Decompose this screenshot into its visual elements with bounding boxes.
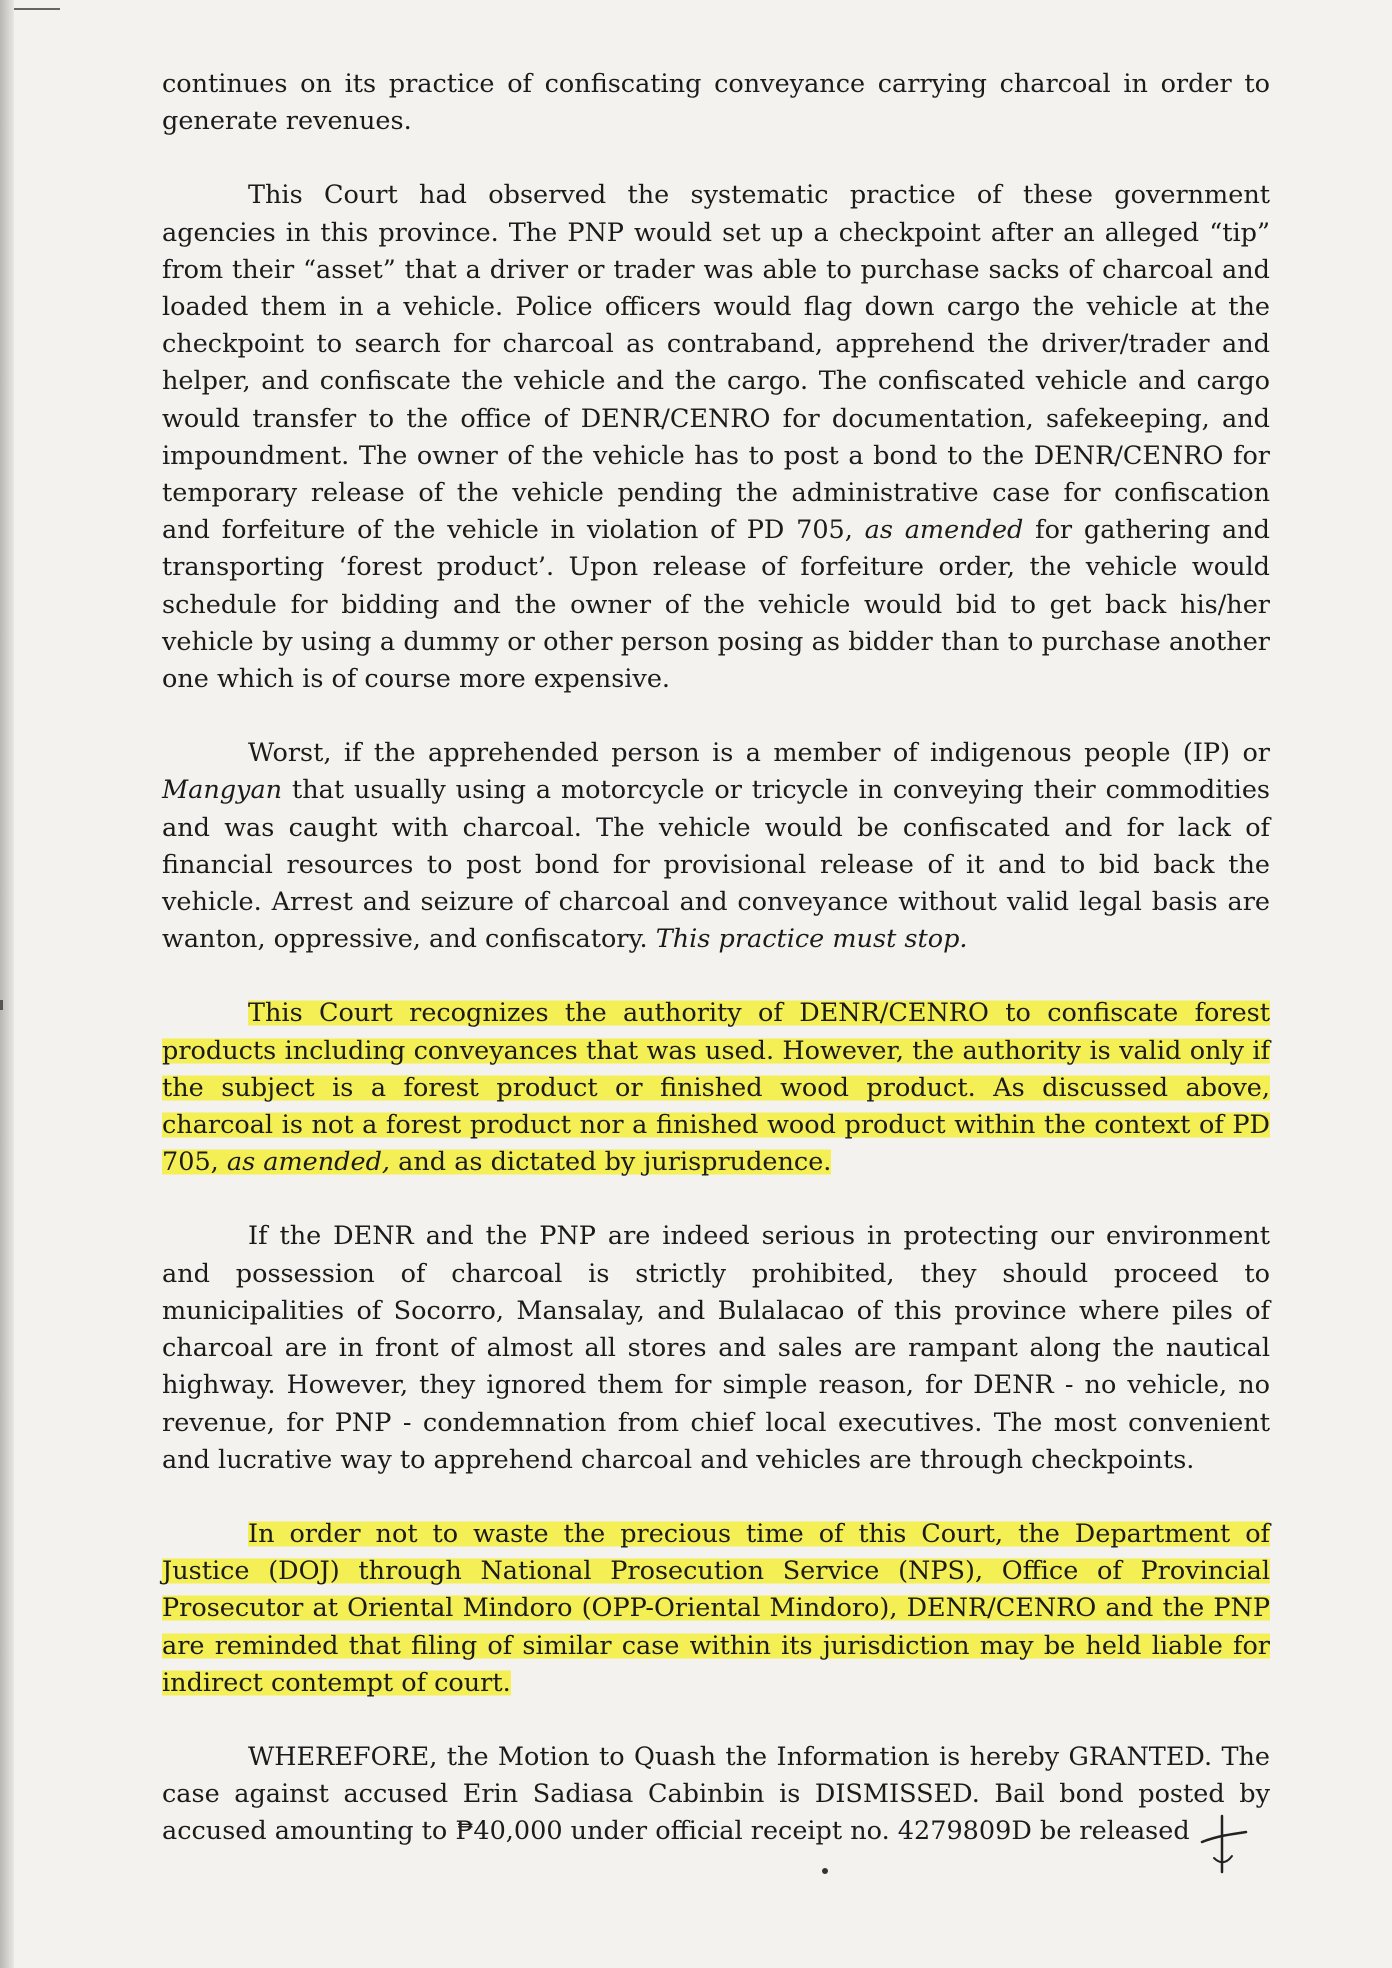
highlighted-text: In order not to waste the precious time of this Court, the Department of Justice (DOJ) through National Prosecution Service (NPS), Office of Provincial Prosecutor at Oriental Mindoro (OPP-Oriental Mindoro), DENR/CENRO and the PNP are reminded that filing of similar case within its jurisdiction may be held liable for indirect contempt of court.: [162, 1518, 1270, 1698]
paragraph-text: Worst, if the apprehended person is a member of indigenous people (IP) or: [248, 738, 1270, 769]
margin-mark: [0, 1000, 3, 1010]
paragraph-text: If the DENR and the PNP are indeed serious in protecting our environment and possession of charcoal is strictly prohibited, they should proceed to municipalities of Socorro, Mansalay, and Bulalacao of this province where piles of charcoal are in front of almost all stores and sales are rampant along the nautical highway. However, they ignored them for simple reason, for DENR - no vehicle, no revenue, for PNP - condemnation from chief local executives. The most convenient and lucrative way to apprehend charcoal and vehicles are through checkpoints.: [162, 1221, 1270, 1475]
italic-phrase: as amended: [864, 515, 1024, 546]
italic-phrase: This practice must stop.: [655, 924, 968, 955]
page-edge-shadow: [0, 0, 14, 1968]
paragraph-text: This Court recognizes the authority of DENR/CENRO to confiscate forest products including conveyances that was used. However, the authority is valid only if the subject is a forest product or finished wood product. As discussed above, charcoal is not a forest product nor a finished wood product within the context of PD 705,: [162, 998, 1270, 1178]
italic-phrase: Mangyan: [162, 775, 283, 806]
paragraph-wherefore: [162, 1739, 1270, 1851]
paragraph-continuation: [162, 66, 1270, 140]
italic-phrase: as amended,: [226, 1147, 391, 1178]
paragraph-text: for gathering and transporting ‘forest product’. Upon release of forfeiture order, the vehicle would schedule for bidding and the owner of the vehicle would bid to get back his/her vehicle by using a dummy or other person posing as bidder than to purchase another one which is of course more expensive.: [162, 515, 1270, 695]
document-body: [162, 66, 1270, 1888]
paragraph-text: This Court had observed the systematic practice of these government agencies in this province. The PNP would set up a checkpoint after an alleged “tip” from their “asset” that a driver or trader was able to purchase sacks of charcoal and loaded them in a vehicle. Police officers would flag down cargo the vehicle at the checkpoint to search for charcoal as contraband, apprehend the driver/trader and helper, and confiscate the vehicle and the cargo. The confiscated vehicle and cargo would transfer to the office of DENR/CENRO for documentation, safekeeping, and impoundment. The owner of the vehicle has to post a bond to the DENR/CENRO for temporary release of the vehicle pending the administrative case for confiscation and forfeiture of the vehicle in violation of PD 705,: [162, 180, 1270, 546]
paragraph-text: WHEREFORE, the Motion to Quash the Information is hereby GRANTED. The case against accused Erin Sadiasa Cabinbin is DISMISSED. Bail bond posted by accused amounting to ₱40,000 under official receipt no. 4279809D be released: [162, 1741, 1270, 1847]
paragraph-text: and as dictated by jurisprudence.: [390, 1147, 832, 1178]
initials-signature-mark: [1192, 1812, 1252, 1882]
paragraph-indigenous-people: [162, 735, 1270, 958]
highlighted-text: [162, 998, 1270, 1177]
paragraph-systematic-practice: [162, 177, 1270, 698]
paragraph-denr-authority-highlighted: [162, 995, 1270, 1181]
page-speck: [822, 1868, 828, 1874]
paragraph-contempt-warning-highlighted: [162, 1516, 1270, 1702]
paragraph-environment: [162, 1218, 1270, 1478]
paragraph-text: continues on its practice of confiscating conveyance carrying charcoal in order to generate revenues.: [162, 69, 1270, 137]
paragraph-text: that usually using a motorcycle or tricycle in conveying their commodities and was caught with charcoal. The vehicle would be confiscated and for lack of financial resources to post bond for provisional release of it and to bid back the vehicle. Arrest and seizure of charcoal and conveyance without valid legal basis are wanton, oppressive, and confiscatory.: [162, 775, 1270, 955]
